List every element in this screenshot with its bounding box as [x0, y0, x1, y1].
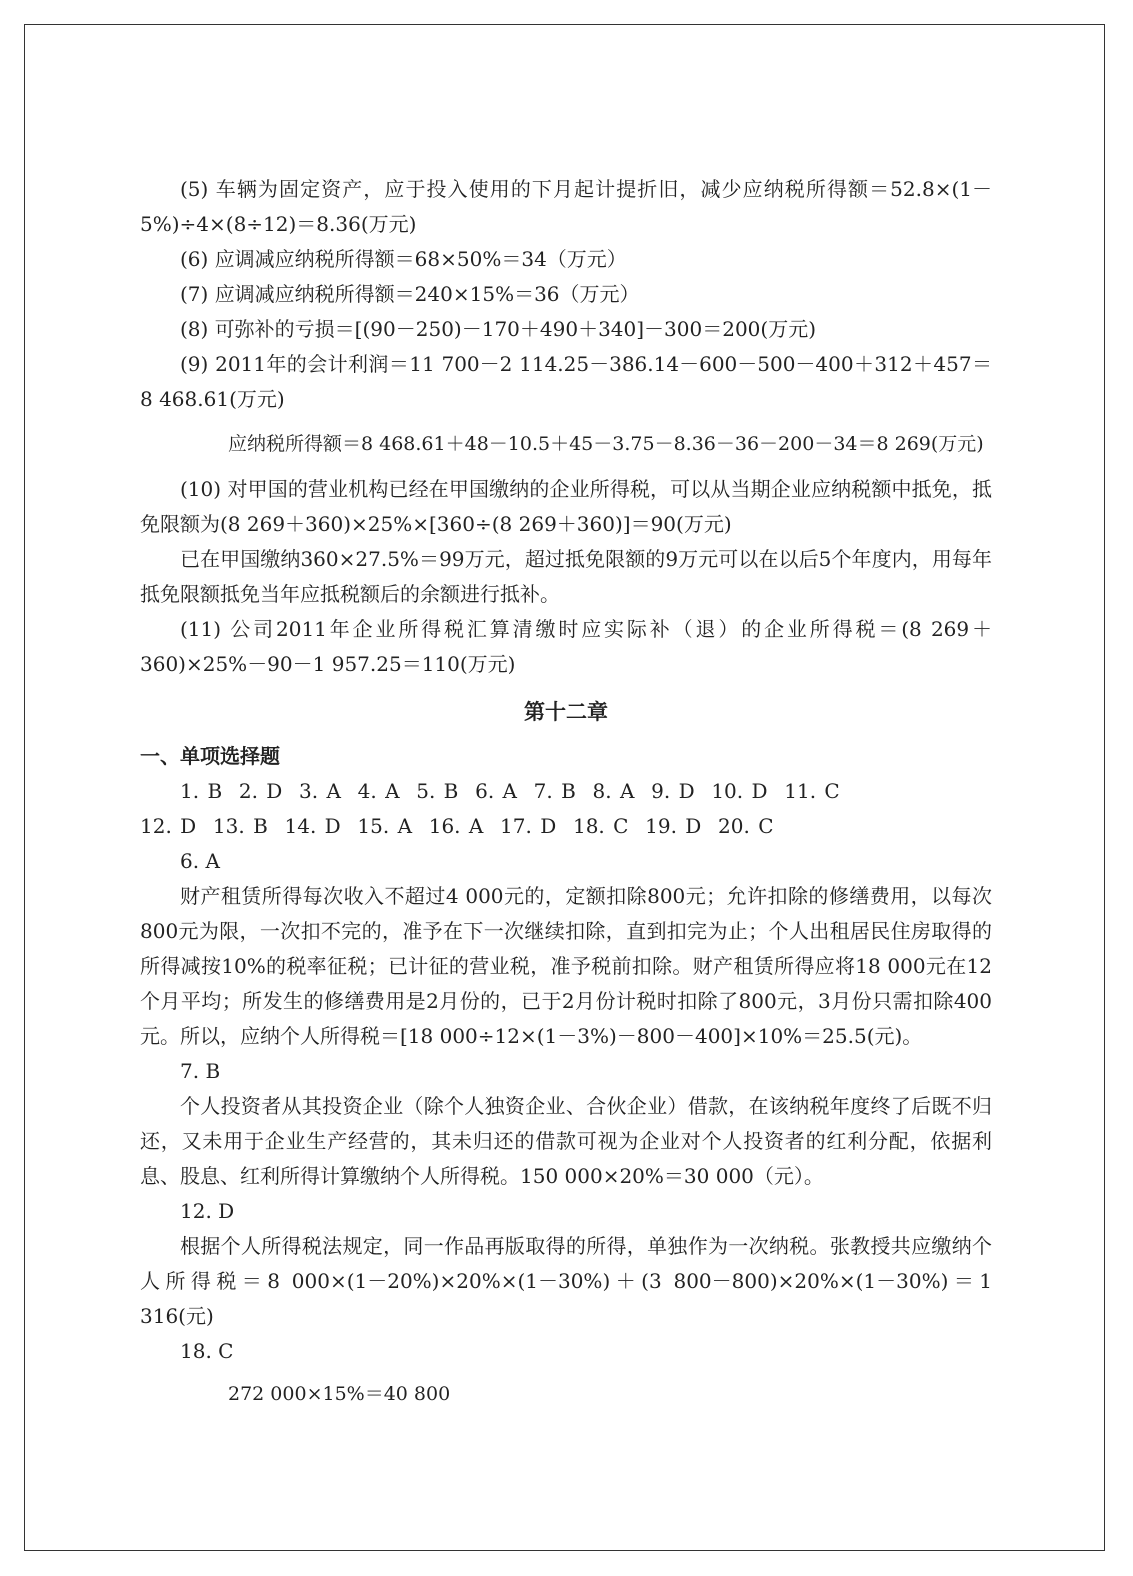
explanation-q18-label: 18. C: [180, 1339, 234, 1363]
document-content: [140, 172, 992, 1412]
explanation-q7-label: 7. B: [180, 1059, 221, 1083]
explanation-q12-label: 12. D: [180, 1199, 235, 1223]
explanation-q6-label: 6. A: [180, 849, 220, 873]
answer-item-9: (9) 2011年的会计利润＝11 700－2 114.25－386.14－600－500－400＋312＋457＝8 468.61(万元): [140, 352, 992, 411]
explanation-q12-text: 根据个人所得税法规定，同一作品再版取得的所得，单独作为一次纳税。张教授共应缴纳个人所得税＝8 000×(1－20%)×20%×(1－30%)＋(3 800－800)×20%×(1－30%)＝1 316(元): [140, 1234, 992, 1328]
answer-item-8: (8) 可弥补的亏损＝[(90－250)－170＋490＋340]－300＝200(万元): [180, 317, 816, 341]
answer-item-11: (11) 公司2011年企业所得税汇算清缴时应实际补（退）的企业所得税＝(8 269＋360)×25%－90－1 957.25＝110(万元): [140, 617, 992, 676]
answer-key-line-2: 12. D 13. B 14. D 15. A 16. A 17. D 18. C 19. D 20. C: [140, 814, 774, 838]
answer-key-line-1: 1. B 2. D 3. A 4. A 5. B 6. A 7. B 8. A 9. D 10. D 11. C: [180, 779, 840, 803]
chapter-title: 第十二章: [524, 699, 608, 724]
answer-item-5: (5) 车辆为固定资产，应于投入使用的下月起计提折旧，减少应纳税所得额＝52.8×(1－5%)÷4×(8÷12)＝8.36(万元): [140, 177, 992, 236]
explanation-q6-text: 财产租赁所得每次收入不超过4 000元的，定额扣除800元；允许扣除的修缮费用，以每次800元为限，一次扣不完的，准予在下一次继续扣除，直到扣完为止；个人出租居民住房取得的所得减按10%的税率征税；已计征的营业税，准予税前扣除。财产租赁所得应将18 000元在12个月平均；所发生的修缮费用是2月份的，已于2月份计税时扣除了800元，3月份只需扣除400元。所以，应纳个人所得税＝[18 000÷12×(1－3%)－800－400]×10%＝25.5(元)。: [140, 884, 992, 1048]
explanation-q7-text: 个人投资者从其投资企业（除个人独资企业、合伙企业）借款，在该纳税年度终了后既不归还，又未用于企业生产经营的，其未归还的借款可视为企业对个人投资者的红利分配，依据利息、股息、红利所得计算缴纳个人所得税。150 000×20%＝30 000（元）。: [140, 1094, 992, 1188]
answer-item-7: (7) 应调减应纳税所得额＝240×15%＝36（万元）: [180, 282, 640, 306]
answer-item-9-formula: 应纳税所得额＝8 468.61＋48－10.5＋45－3.75－8.36－36－200－34＝8 269(万元): [228, 433, 984, 455]
answer-item-6: (6) 应调减应纳税所得额＝68×50%＝34（万元）: [180, 247, 627, 271]
answer-item-10-note: 已在甲国缴纳360×27.5%＝99万元，超过抵免限额的9万元可以在以后5个年度内，用每年抵免限额抵免当年应抵税额后的余额进行抵补。: [140, 547, 992, 606]
explanation-q18-formula: 272 000×15%＝40 800: [228, 1383, 451, 1405]
answer-item-10: (10) 对甲国的营业机构已经在甲国缴纳的企业所得税，可以从当期企业应纳税额中抵免，抵免限额为(8 269＋360)×25%×[360÷(8 269＋360)]＝90(万元): [140, 477, 992, 536]
section-title: 一、单项选择题: [140, 744, 280, 768]
